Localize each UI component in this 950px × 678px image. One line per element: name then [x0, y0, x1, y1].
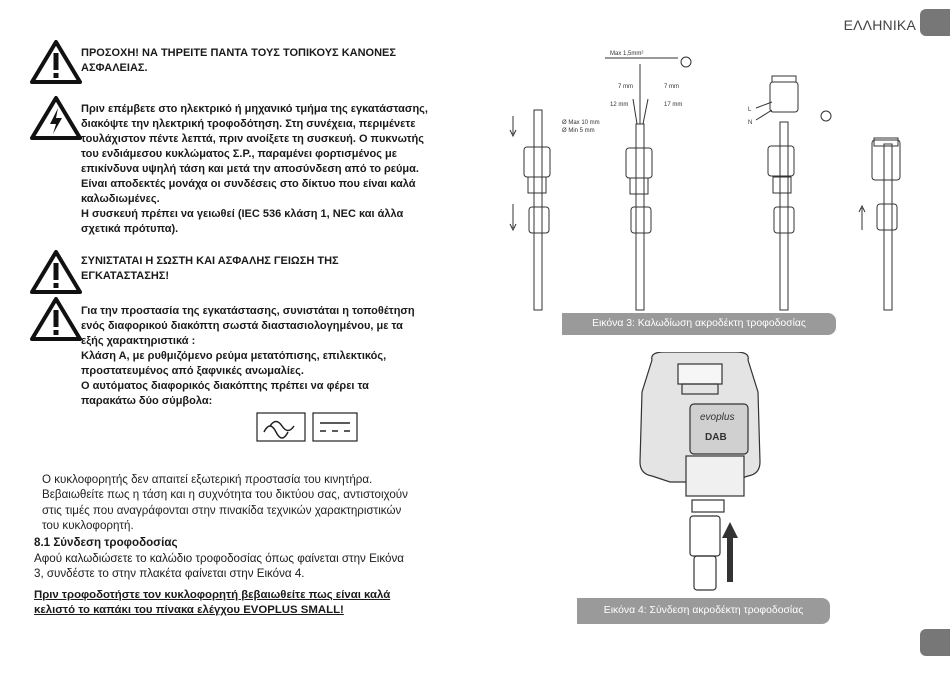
max-section-label: Max 1,5mm²	[610, 51, 644, 57]
electric-hazard-icon	[30, 96, 82, 140]
brand-label: evoplus	[700, 412, 735, 423]
dia-max-label: Ø Max 10 mm	[562, 120, 600, 126]
motor-protection-paragraph: Ο κυκλοφορητής δεν απαιτεί εξωτερική προστασία του κινητήρα. Βεβαιωθείτε πως η τάση και η συχνότητα του δικτύου σας, αντιστοιχούν στις τιμές που αναγράφονται στην πινακίδα τεχνικών χαρακτηριστικών του κυκλοφορητή.	[42, 473, 408, 533]
neutral-n-label: N	[748, 120, 753, 126]
dia-min-label: Ø Min 5 mm	[562, 128, 595, 134]
figure4-caption: Εικόνα 4: Σύνδεση ακροδέκτη τροφοδοσίας	[577, 598, 830, 624]
dim-7b-label: 7 mm	[664, 84, 679, 90]
phase-l-label: L	[748, 107, 752, 113]
dab-logo: DAB	[705, 432, 727, 443]
warning-text-1: ΠΡΟΣΟΧΗ! ΝΑ ΤΗΡΕΙΤΕ ΠΑΝΤΑ ΤΟΥΣ ΤΟΠΙΚΟΥΣ ΚΑΝΟΝΕΣ ΑΣΦΑΛΕΙΑΣ.	[81, 47, 396, 74]
final-warning: Πριν τροφοδοτήστε τον κυκλοφορητή βεβαιωθείτε πως είναι καλά κελιστό το καπάκι του πίνακα ελέγχου EVOPLUS SMALL!	[34, 589, 391, 616]
dim-7a-label: 7 mm	[618, 84, 633, 90]
figure3-cable-wiring-diagram	[500, 44, 920, 314]
dim-12-label: 12 mm	[610, 102, 629, 108]
rcd-dc-symbol-icon	[312, 412, 358, 442]
figure3-caption: Εικόνα 3: Καλωδίωση ακροδέκτη τροφοδοσίας	[562, 313, 836, 335]
warning-text-3: ΣΥΝΙΣΤΑΤΑΙ Η ΣΩΣΤΗ ΚΑΙ ΑΣΦΑΛΗΣ ΓΕΙΩΣΗ ΤΗΣ ΕΓΚΑΤΑΣΤΑΣΗΣ!	[81, 255, 339, 282]
exclamation-warning-icon	[30, 250, 82, 294]
exclamation-warning-icon	[30, 40, 82, 84]
figure4-terminal-connection-diagram	[630, 352, 770, 598]
language-label: ΕΛΛΗΝΙΚΑ	[843, 17, 916, 33]
language-tab	[920, 9, 950, 36]
section-paragraph: Αφού καλωδιώσετε το καλώδιο τροφοδοσίας όπως φαίνεται στην Εικόνα 3, συνδέστε το στην πλακέτα φαίνεται στην Εικόνα 4.	[34, 552, 404, 581]
section-title: 8.1 Σύνδεση τροφοδοσίας	[34, 536, 178, 549]
exclamation-warning-icon	[30, 297, 82, 341]
warning-text-2: Πριν επέμβετε στο ηλεκτρικό ή μηχανικό τμήμα της εγκατάστασης, διακόψτε την ηλεκτρική τροφοδότηση. Στη συνέχεια, περιμένετε τουλάχιστον πέντε λεπτά, πριν ανοίξετε τη συσκευή. Ο πυκνωτής του ενδιάμεσου κυκλώματος Σ.Ρ., παραμένει φορτισμένος με επικίνδυνα υψηλή τάση και μετά την αποσύνδεση από το ρεύμα. Είναι αποδεκτές μονάχα οι συνδέσεις στο δίκτυο που είναι καλά καλωδιωμένες. Η συσκευή πρέπει να γειωθεί (IEC 536 κλάση 1, NEC και άλλα σχετικά πρότυπα).	[81, 103, 428, 235]
page-tab	[920, 629, 950, 656]
rcd-ac-symbol-icon	[256, 412, 306, 442]
warning-text-4: Για την προστασία της εγκατάστασης, συνιστάται η τοποθέτηση ενός διαφορικού διακόπτη σωστά διαστασιολογημένου, με τα εξής χαρακτηριστικά : Κλάση Α, με ρυθμιζόμενο ρεύμα μετατόπισης, επιλεκτικός, προστατευμένος από ξαφνικές ανωμαλίες. Ο αυτόματος διαφορικός διακόπτης πρέπει να φέρει τα παρακάτω δύο σύμβολα:	[81, 305, 415, 407]
dim-17-label: 17 mm	[664, 102, 683, 108]
